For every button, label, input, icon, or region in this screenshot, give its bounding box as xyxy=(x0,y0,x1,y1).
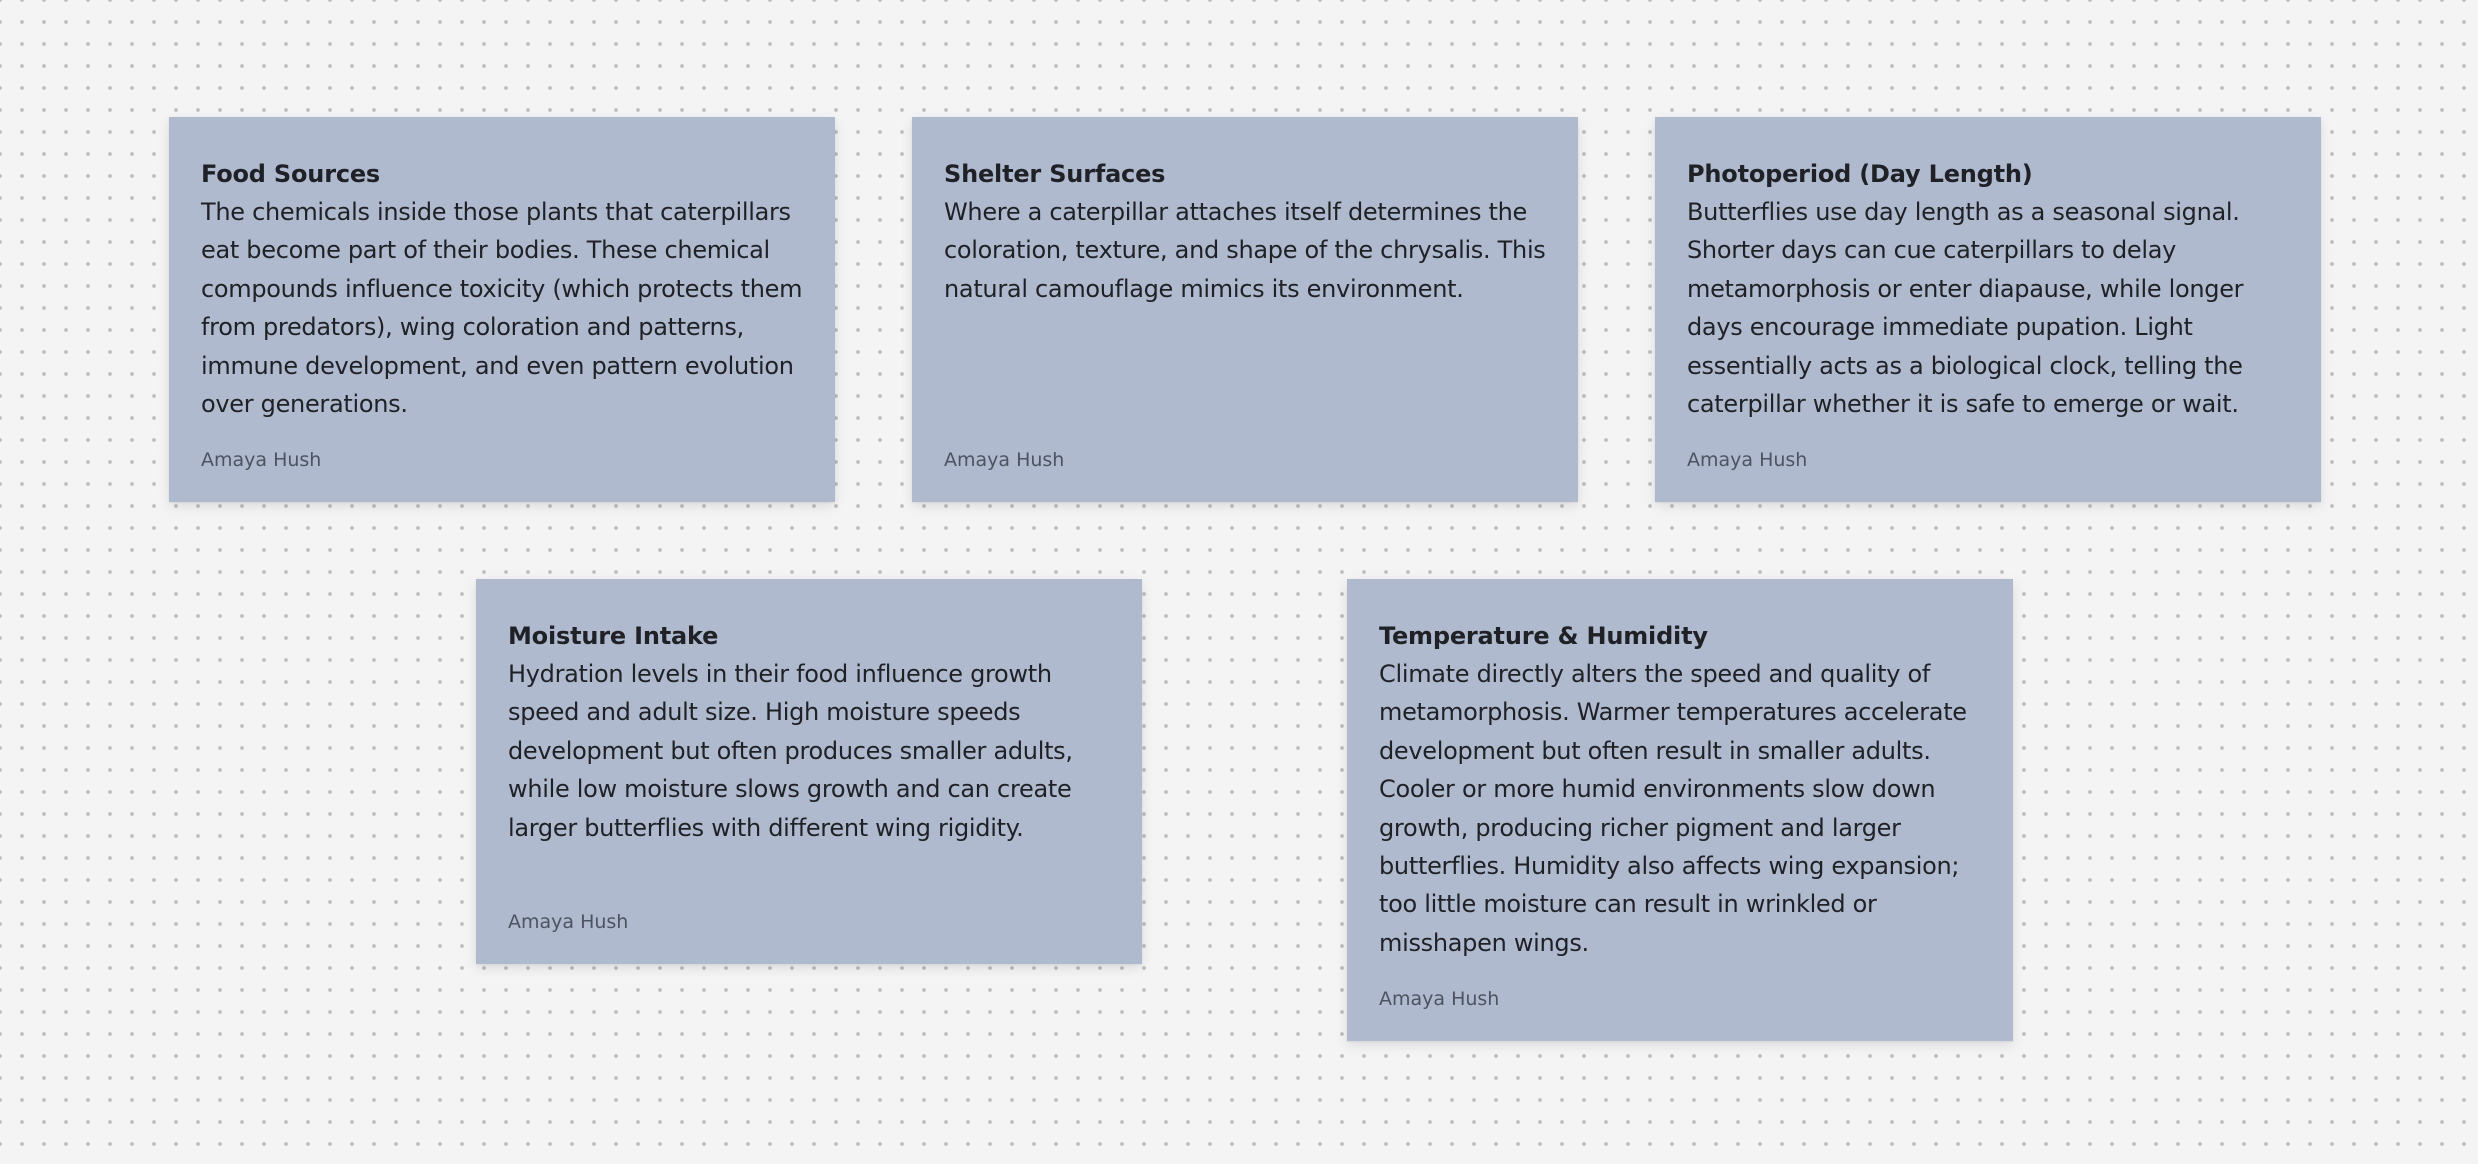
note-title: Temperature & Humidity xyxy=(1379,622,1708,650)
note-title: Moisture Intake xyxy=(508,622,719,650)
sticky-note-moisture-intake[interactable] xyxy=(476,579,1142,964)
note-title: Shelter Surfaces xyxy=(944,160,1166,188)
note-author: Amaya Hush xyxy=(1687,449,1808,471)
sticky-note-photoperiod[interactable] xyxy=(1655,117,2321,502)
sticky-note-temperature-humidity[interactable] xyxy=(1347,579,2013,1041)
note-body: Climate directly alters the speed and quality of metamorphosis. Warmer temperatures accelerate development but often result in smaller adults. Cooler or more humid environments slow down growth, producing richer pigment and larger butterflies. Humidity also affects wing expansion; too little moisture can result in wrinkled or misshapen wings. xyxy=(1379,660,1967,957)
note-author: Amaya Hush xyxy=(508,911,629,933)
note-body: Hydration levels in their food influence growth speed and adult size. High moisture speeds development but often produces smaller adults, while low moisture slows growth and can create larger butterflies with different wing rigidity. xyxy=(508,660,1073,842)
sticky-note-food-sources[interactable] xyxy=(169,117,835,502)
note-title: Food Sources xyxy=(201,160,381,188)
sticky-note-shelter-surfaces[interactable] xyxy=(912,117,1578,502)
note-body: Butterflies use day length as a seasonal signal. Shorter days can cue caterpillars to delay metamorphosis or enter diapause, while longer days encourage immediate pupation. Light essentially acts as a biological clock, telling the caterpillar whether it is safe to emerge or wait. xyxy=(1687,198,2244,419)
note-title: Photoperiod (Day Length) xyxy=(1687,160,2033,188)
note-author: Amaya Hush xyxy=(201,449,322,471)
note-body: The chemicals inside those plants that caterpillars eat become part of their bodies. These chemical compounds influence toxicity (which protects them from predators), wing coloration and patterns, immune development, and even pattern evolution over generations. xyxy=(201,198,803,419)
note-body: Where a caterpillar attaches itself determines the coloration, texture, and shape of the chrysalis. This natural camouflage mimics its environment. xyxy=(944,198,1546,303)
note-author: Amaya Hush xyxy=(944,449,1065,471)
note-author: Amaya Hush xyxy=(1379,988,1500,1010)
